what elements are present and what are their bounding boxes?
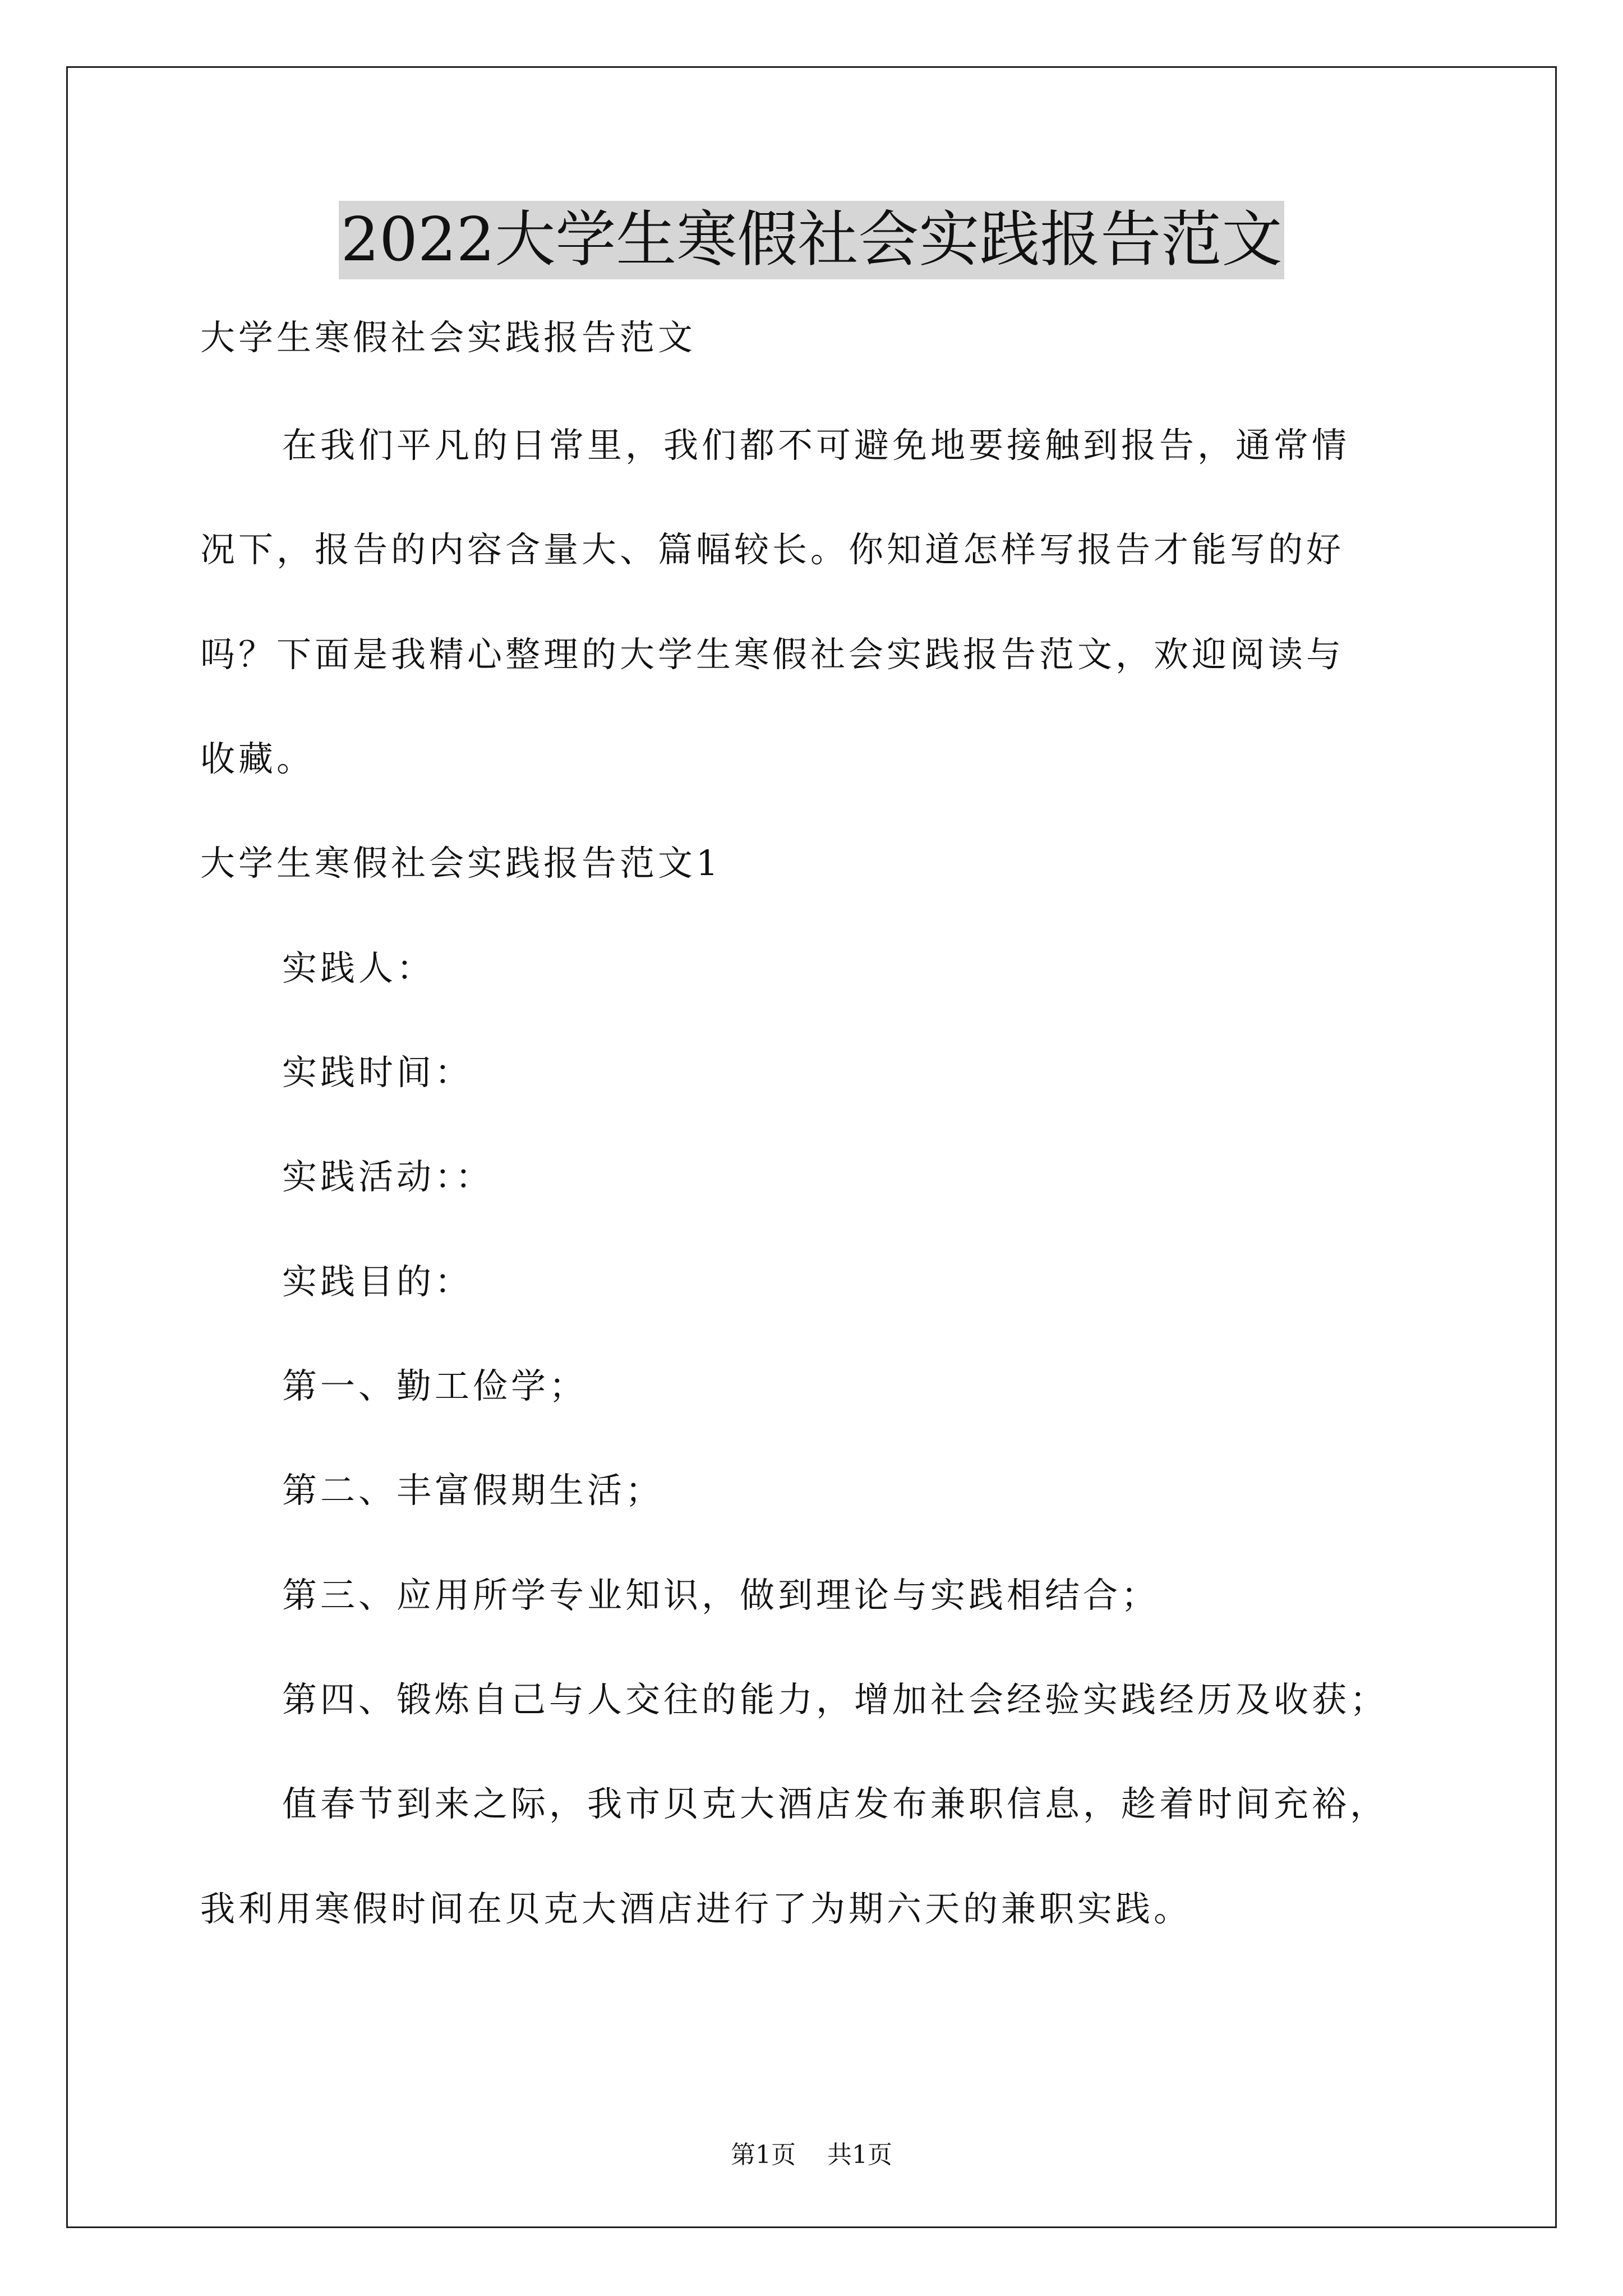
document-title: 2022大学生寒假社会实践报告范文 (339, 201, 1285, 279)
purpose-item-4: 第四、锻炼自己与人交往的能力，增加社会经验实践经历及收获； (282, 1679, 1389, 1720)
page-number-total: 共1页 (827, 2141, 892, 2169)
intro-line-3: 吗？下面是我精心整理的大学生寒假社会实践报告范文，欢迎阅读与 (200, 634, 1345, 675)
purpose-item-1: 第一、勤工俭学； (282, 1365, 588, 1406)
practice-time-line: 实践时间： (282, 1052, 473, 1093)
page-footer (0, 2134, 1623, 2170)
intro-line-2: 况下，报告的内容含量大、篇幅较长。你知道怎样写报告才能写的好 (200, 529, 1345, 570)
title-container (0, 201, 1623, 279)
practice-activity-line: 实践活动：： (282, 1156, 494, 1197)
intro-line-4: 收藏。 (200, 738, 315, 779)
purpose-item-2: 第二、丰富假期生活； (282, 1470, 664, 1511)
narrative-line-2: 我利用寒假时间在贝克大酒店进行了为期六天的兼职实践。 (200, 1888, 1192, 1929)
intro-line-1: 在我们平凡的日常里，我们都不可避免地要接触到报告，通常情 (282, 425, 1350, 466)
practitioner-line: 实践人： (282, 947, 435, 988)
narrative-line-1: 值春节到来之际，我市贝克大酒店发布兼职信息，趁着时间充裕， (282, 1783, 1389, 1824)
purpose-item-3: 第三、应用所学专业知识，做到理论与实践相结合； (282, 1575, 1160, 1616)
section-heading: 大学生寒假社会实践报告范文1 (200, 843, 722, 884)
subtitle: 大学生寒假社会实践报告范文 (200, 317, 697, 358)
page-number-current: 第1页 (731, 2141, 796, 2169)
practice-purpose-line: 实践目的： (282, 1261, 473, 1302)
